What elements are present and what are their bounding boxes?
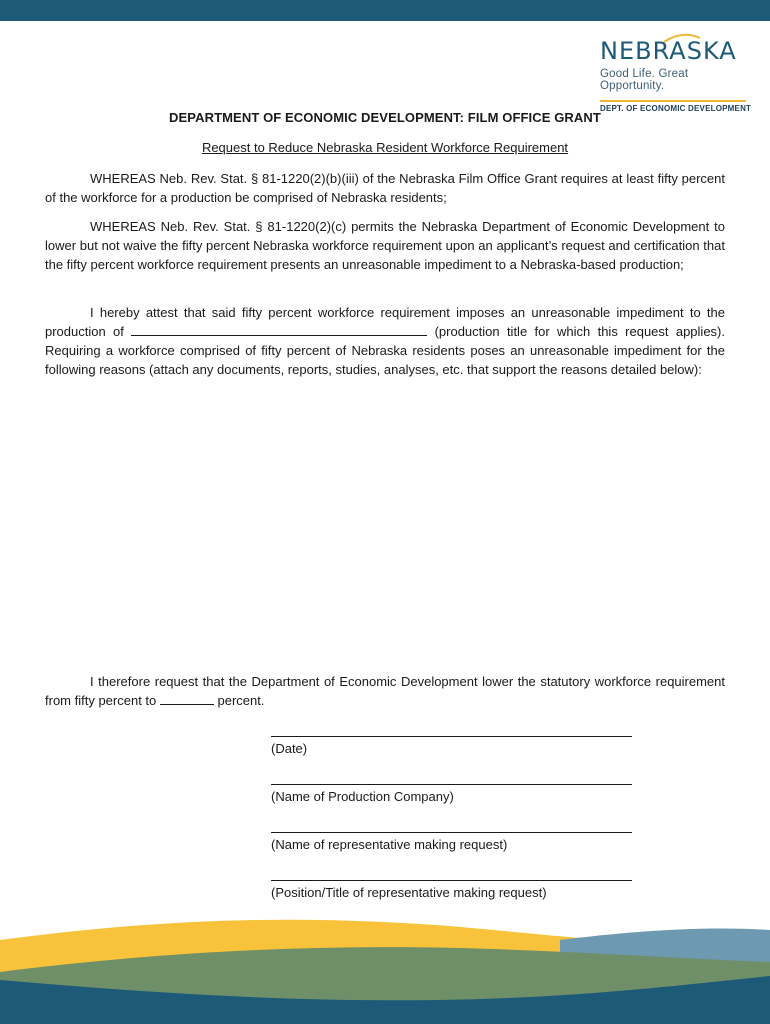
- position-signature-line[interactable]: [271, 880, 632, 881]
- document-subtitle: Request to Reduce Nebraska Resident Workforce Requirement: [201, 140, 569, 155]
- logo-divider: [600, 100, 746, 102]
- logo-swoosh-icon: [662, 32, 702, 44]
- position-label: (Position/Title of representative making request): [271, 885, 547, 900]
- representative-label: (Name of representative making request): [271, 837, 508, 852]
- top-banner: [0, 0, 770, 21]
- company-label: (Name of Production Company): [271, 789, 454, 804]
- date-signature-line[interactable]: [271, 736, 632, 737]
- logo-tagline: Good Life. Great Opportunity.: [600, 68, 689, 92]
- logo-department: DEPT. OF ECONOMIC DEVELOPMENT: [600, 104, 752, 113]
- percent-field[interactable]: [160, 692, 214, 705]
- whereas-paragraph-1: WHEREAS Neb. Rev. Stat. § 81-1220(2)(b)(iii) of the Nebraska Film Office Grant requires at least fifty percent of the workforce for a production be comprised of Nebraska residents;: [45, 171, 725, 205]
- request-paragraph: [45, 672, 725, 710]
- whereas-paragraph-2: WHEREAS Neb. Rev. Stat. § 81-1220(2)(c) permits the Nebraska Department of Economic Development to lower but not waive the fifty percent Nebraska workforce requirement upon an applicant’s request and certification that the fifty percent workforce requirement presents an unreasonable impediment to a Nebraska-based production;: [45, 219, 725, 272]
- attestation-text-end: (production title for which this request applies). Requiring a workforce comprised of fifty percent of Nebraska residents poses an unreasonable impediment for the following reasons (attach any documents, reports, studies, analyses, etc. that support the reasons detailed below):: [45, 324, 725, 377]
- company-signature-line[interactable]: [271, 784, 632, 785]
- attestation-paragraph: [45, 303, 725, 379]
- nebraska-logo: [600, 38, 752, 113]
- document-title: DEPARTMENT OF ECONOMIC DEVELOPMENT: FILM OFFICE GRANT: [169, 110, 601, 125]
- logo-wordmark: NEBRASKA: [600, 38, 752, 64]
- request-text-end: percent.: [217, 693, 265, 708]
- footer-wave-graphic: [0, 910, 770, 1024]
- request-text-start: I therefore request that the Department of Economic Development lower the statutory workforce requirement from fifty percent to: [45, 674, 725, 708]
- attestation-text-start: I hereby attest that said fifty percent workforce requirement imposes an unreasonable impediment to the production of: [45, 305, 725, 339]
- representative-signature-line[interactable]: [271, 832, 632, 833]
- production-title-field[interactable]: [131, 323, 427, 336]
- date-label: (Date): [271, 741, 308, 756]
